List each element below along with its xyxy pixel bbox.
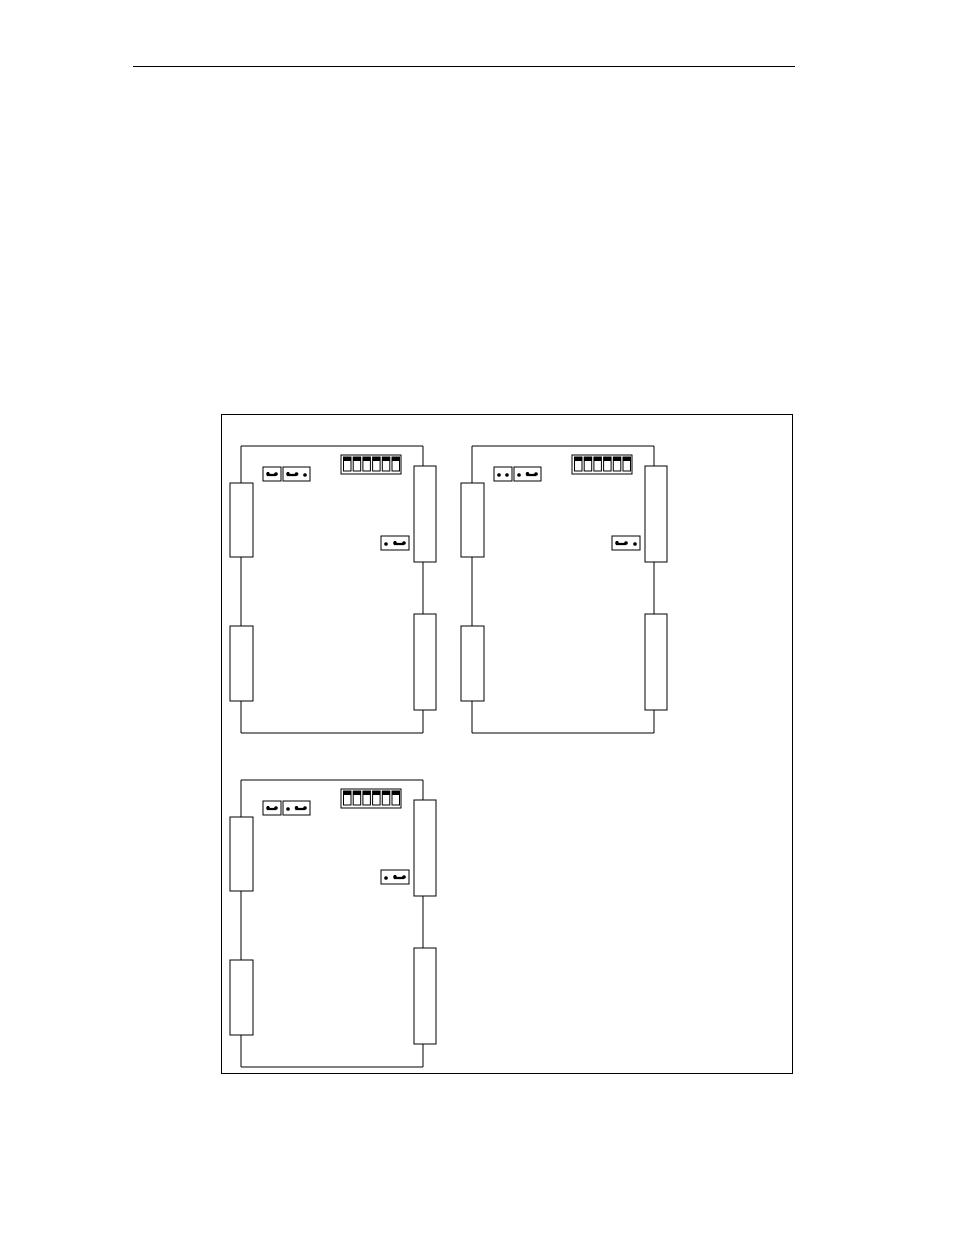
jumper-side-pin	[393, 875, 397, 879]
connector-right-upper	[414, 466, 436, 562]
connector-right-upper	[645, 466, 667, 562]
board-1	[230, 446, 436, 733]
jumper-top-1	[494, 467, 512, 481]
board-2	[461, 446, 667, 733]
dip-switch-switch-lever	[373, 457, 381, 461]
jumper-top-2-pin	[303, 806, 307, 810]
jumper-side-pin	[393, 541, 397, 545]
connector-left-upper	[461, 483, 484, 557]
jumper-side-pin	[402, 541, 406, 545]
dip-switch-switch-lever	[344, 791, 352, 795]
connector-left-upper	[230, 483, 253, 557]
dip-switch-switch-lever	[392, 791, 400, 795]
connector-left-lower	[461, 626, 484, 701]
connector-left-upper	[230, 817, 253, 891]
dip-switch-switch-lever	[594, 457, 602, 461]
jumper-top-2-pin	[517, 473, 521, 477]
dip-switch-switch-lever	[382, 791, 390, 795]
jumper-side-pin	[384, 542, 388, 546]
dip-switch-switch-lever	[623, 457, 631, 461]
dip-switch-switch-lever	[584, 457, 592, 461]
jumper-top-2-pin	[286, 807, 290, 811]
dip-switch-switch-lever	[575, 457, 583, 461]
jumper-top-1-pin	[497, 473, 501, 477]
jumper-top-2-pin	[303, 473, 307, 477]
dip-switch-switch-lever	[373, 791, 381, 795]
dip-switch-switch-lever	[613, 457, 621, 461]
board-3	[230, 780, 436, 1067]
jumper-side-pin	[402, 875, 406, 879]
dip-switch-switch-lever	[344, 457, 352, 461]
jumper-side-pin	[615, 541, 619, 545]
dip-switch-switch-lever	[363, 791, 371, 795]
dip-switch-switch-lever	[382, 457, 390, 461]
jumper-top-2-pin	[286, 472, 290, 476]
jumper-top-1-pin	[274, 472, 278, 476]
connector-right-lower	[645, 614, 667, 710]
jumper-top-1-pin	[505, 473, 509, 477]
dip-switch-switch-lever	[353, 457, 361, 461]
jumper-top-2-pin	[526, 472, 530, 476]
connector-right-lower	[414, 948, 436, 1044]
connector-right-lower	[414, 614, 436, 710]
jumper-top-1-pin	[266, 472, 270, 476]
jumper-top-1-pin	[274, 806, 278, 810]
connector-right-upper	[414, 800, 436, 896]
dip-switch-switch-lever	[353, 791, 361, 795]
jumper-top-1-pin	[266, 806, 270, 810]
jumper-top-2-pin	[295, 806, 299, 810]
jumper-side-pin	[384, 876, 388, 880]
dip-switch-switch-lever	[363, 457, 371, 461]
dip-switch-switch-lever	[392, 457, 400, 461]
connector-left-lower	[230, 960, 253, 1035]
jumper-side-pin	[633, 542, 637, 546]
jumper-top-2-pin	[295, 472, 299, 476]
connector-left-lower	[230, 626, 253, 701]
dip-switch-switch-lever	[604, 457, 612, 461]
jumper-top-2-pin	[534, 472, 538, 476]
jumper-side-pin	[624, 541, 628, 545]
